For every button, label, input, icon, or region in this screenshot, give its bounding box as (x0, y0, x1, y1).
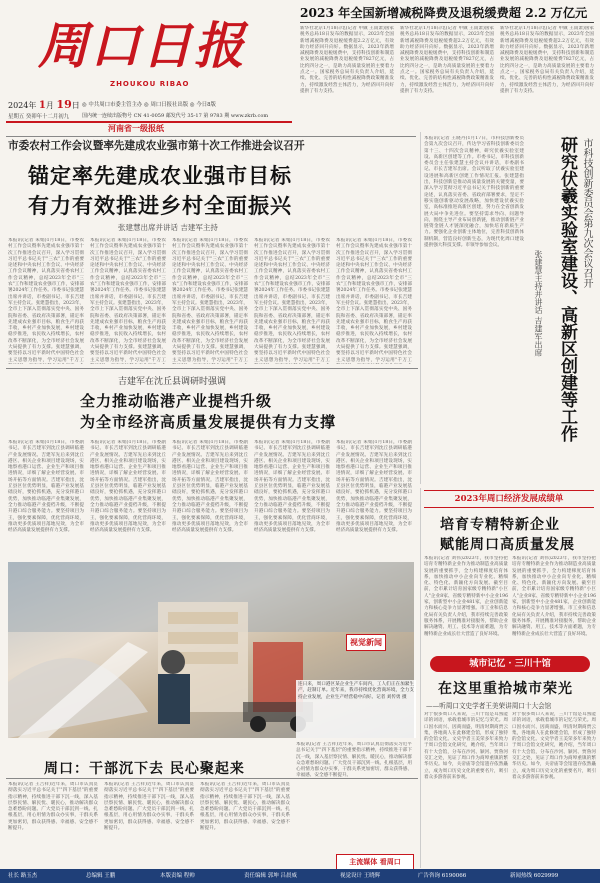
feature-headline-line2: 赋能周口高质量发展 (440, 537, 575, 553)
lead-body-col1: 本报讯(记者 朱娟)1月18日，市委农村工作会议暨率先建成农业强市第十次工作推进会议召开，深入学习贯彻习近平总书记关于"三农"工作的重要论述和中央农村工作会议、中央经济工作会议精神，认真落实省委农村工作会议精神，总结2023年全市"三农"工作和建设农业强市工作，安排部署2024年工作任务。市委书记张建慧出席并讲话，市委副书记、市长吉建军主持会议。张建慧指出，2023年，全市上下深入贯彻落实党中央、国务院和省委、省政府决策部署，锚定率先建成农业强市目标，粮食生产再获丰收，乡村产业加快发展，乡村建设稳步推进，农民收入持续增长，农村改革不断深化，为全市经济社会发展大局提供了有力支撑。张建慧强调，要坚持以习近平新时代中国特色社会主义思想为指导，学习运用"千万工 (8, 238, 84, 363)
second-body-col2: 本报讯(记者 朱娟)1月18日，市委副书记、市长吉建军到沈丘县调研临港产业发展情况。吉建军先后来到沈丘港区、相关企业和项目建设现场，实地察看港口运营、企业生产和项目推进情况，详细了解企业经营发展、市场开拓等方面情况。吉建军指出，沈丘县区位优势明显，临港产业发展基础良好，要抢抓机遇，充分发挥港口优势，加快推动临港产业集聚发展，全力推动临港产业提档升级，不断提升港口综合服务能力。要坚持项目为王，强化要素保障，优化营商环境，推动更多优质项目落地见效，为全市经济高质量发展提供有力支撑。 (90, 440, 166, 534)
city-memory-banner: 城市记忆 · 三川十馆 (430, 656, 590, 672)
right-body-col1: 本报讯(记者 王晓丹)1月17日，市科技创新委员会第九次会议召开，传达学习省科技创新委员会第十三、十四次会议精神，研究伏羲实验室建设、高新区创建等工作。市委书记、市科技创新委员会主任张建慧主持会议并讲话，市委副书记、市长吉建军出席。会议听取了伏羲实验室建设进展和高新区创建工作情况汇报。张建慧指出，科技创新是推动高质量发展的关键变量，要深入学习贯彻习近平总书记关于科技创新的重要论述，认真落实省委、省政府部署要求，坚定不移实施创新驱动发展战略，加快建设伏羲实验室，高标准推进高新区创建，努力在全省创新发展大局中争先进位。要坚持需求导向、问题导向，围绕主导产业布局创新链，推动创新链产业链资金链人才链深度融合，加快培育新质生产力。要强化企业创新主体地位，完善科技创新体制机制，营造良好创新生态，为现代化周口建设提供强大科技支撑。市领导参加会议。 (424, 136, 524, 249)
top-news-body: 新华社北京1月18日电(记者 申铖 王雨萧)国家税务总局18日发布的数据显示，2023年全国新增减税降费及退税缓费超2.2万亿元，有效助力经济回升向好。数据显示，2023年新增减税降费及退税缓费中，支持科技创新和制造业发展的减税降费及退税缓费7827亿元，占比约四分之一，是助力高质量发展的主要着力点之一。国家税务总局有关负责人介绍，延续、优化、完善的结构性减税降费政策精准发力，持续激发经营主体活力，为经济回升向好提供了有力支持。 (300, 26, 394, 94)
bottom-body-col1: 本报讯(记者 王吉祥)近年来，周口市认真贯彻落实习近平总书记关于"四下基层"的重要指示精神，持续推进干部下沉一线，深入基层察民情、解民忧、暖民心，推动解决群众急难愁盼问题。广大党员干部沉到一线、扎根基层，用心用情为群众办实事，干群关系更加密切，群众获得感、幸福感、安全感不断提升。 (8, 782, 98, 832)
lead-body-col5: 本报讯(记者 朱娟)1月18日，市委农村工作会议暨率先建成农业强市第十次工作推进会议召开，深入学习贯彻习近平总书记关于"三农"工作的重要论述和中央农村工作会议、中央经济工作会议精神，认真落实省委农村工作会议精神，总结2023年全市"三农"工作和建设农业强市工作，安排部署2024年工作任务。市委书记张建慧出席并讲话，市委副书记、市长吉建军主持会议。张建慧指出，2023年，全市上下深入贯彻落实党中央、国务院和省委、省政府决策部署，锚定率先建成农业强市目标，粮食生产再获丰收，乡村产业加快发展，乡村建设稳步推进，农民收入持续增长，农村改革不断深化，为全市经济社会发展大局提供了有力支撑。张建慧强调，要坚持以习近平新时代中国特色社会主义思想为指导，学习运用"千万工 (336, 238, 412, 363)
second-body-col4: 本报讯(记者 朱娟)1月18日，市委副书记、市长吉建军到沈丘县调研临港产业发展情况。吉建军先后来到沈丘港区、相关企业和项目建设现场，实地察看港口运营、企业生产和项目推进情况，详细了解企业经营发展、市场开拓等方面情况。吉建军指出，沈丘县区位优势明显，临港产业发展基础良好，要抢抓机遇，充分发挥港口优势，加快推动临港产业集聚发展，全力推动临港产业提档升级，不断提升港口综合服务能力。要坚持项目为王，强化要素保障，优化营商环境，推动更多优质项目落地见效，为全市经济高质量发展提供有力支撑。 (254, 440, 330, 534)
bottom-body-col3: 本报讯(记者 王吉祥)近年来，周口市认真贯彻落实习近平总书记关于"四下基层"的重要指示精神，持续推进干部下沉一线，深入基层察民情、解民忧、暖民心，推动解决群众急难愁盼问题。广大党员干部沉到一线、扎根基层，用心用情为群众办实事，干群关系更加密切，群众获得感、幸福感、安全感不断提升。 (200, 782, 290, 832)
right-headline: 研究伏羲实验室建设、高新区创建等工作 (557, 136, 577, 442)
city-memory-headline: 在这里重拾城市荣光 (438, 681, 573, 697)
footer-item-4: 视觉设计 王晓辉 (340, 873, 381, 879)
lead-body-col2: 本报讯(记者 朱娟)1月18日，市委农村工作会议暨率先建成农业强市第十次工作推进会议召开，深入学习贯彻习近平总书记关于"三农"工作的重要论述和中央农村工作会议、中央经济工作会议精神，认真落实省委农村工作会议精神，总结2023年全市"三农"工作和建设农业强市工作，安排部署2024年工作任务。市委书记张建慧出席并讲话，市委副书记、市长吉建军主持会议。张建慧指出，2023年，全市上下深入贯彻落实党中央、国务院和省委、省政府决策部署，锚定率先建成农业强市目标，粮食生产再获丰收，乡村产业加快发展，乡村建设稳步推进，农民收入持续增长，农村改革不断深化，为全市经济社会发展大局提供了有力支撑。张建慧强调，要坚持以习近平新时代中国特色社会主义思想为指导，学习运用"千万工 (90, 238, 166, 363)
lead-headline-line1: 锚定率先建成农业强市目标 (28, 164, 292, 188)
city-memory-body-col2: 对于很多周口人来说，三川十馆是耳熟能详的词语，承载着城市的记忆与荣光。周口因水而兴、因商而盛，明清时期商贾云集，各地商人在此修建会馆，形成了独特的会馆文化。文史学者王美荣多年来致力于周口会馆文化研究，她介绍，当年周口有十大会馆，分布在沙河、颍河、贾鲁河交汇之处，见证了周口作为商埠重镇的繁华历史。如今，关帝庙等会馆遗存依然矗立，成为周口历史文化的重要名片，吸引着众多游客前来参观。 (512, 712, 596, 780)
masthead-logo: 周口日报 (38, 16, 246, 75)
second-headline-line2: 为全市经济高质量发展提供有力支撑 (80, 413, 337, 431)
masthead-weekday: 星期五 癸卯年十二月初九 (8, 114, 70, 120)
feature-headline-line1: 培育专精特新企业 (440, 517, 560, 533)
second-headline-line1: 全力推动临港产业提档升级 (80, 392, 273, 410)
second-body-col3: 本报讯(记者 朱娟)1月18日，市委副书记、市长吉建军到沈丘县调研临港产业发展情况。吉建军先后来到沈丘港区、相关企业和项目建设现场，实地察看港口运营、企业生产和项目推进情况，详细了解企业经营发展、市场开拓等方面情况。吉建军指出，沈丘县区位优势明显，临港产业发展基础良好，要抢抓机遇，充分发挥港口优势，加快推动临港产业集聚发展，全力推动临港产业提档升级，不断提升港口综合服务能力。要坚持项目为王，强化要素保障，优化营商环境，推动更多优质项目落地见效，为全市经济高质量发展提供有力支撑。 (172, 440, 248, 534)
bottom-body-col4: 本报讯(记者 王吉祥)近年来，周口市认真贯彻落实习近平总书记关于"四下基层"的重要指示精神，持续推进干部下沉一线，深入基层察民情、解民忧、暖民心，推动解决群众急难愁盼问题。广大党员干部沉到一线、扎根基层，用心用情为群众办实事，干群关系更加密切，群众获得感、幸福感、安全感不断提升。 (296, 742, 412, 779)
photo-caption: 连日来，周口港区某企业生产车间内，工人们正在加紧生产，赶制订单。近年来，我市持续优化营商环境，全力支持企业发展，企业生产经营稳中向好。记者 刘传勇 摄 (296, 680, 416, 738)
lead-kicker: 市委农村工作会议暨率先建成农业强市第十次工作推进会议召开 (8, 140, 305, 152)
second-kicker: 吉建军在沈丘县调研时强调 (118, 377, 227, 387)
bottom-headline: 周口：干部沉下去 民心聚起来 (44, 761, 245, 777)
lead-byline: 张建慧出席并讲话 吉建军主持 (118, 223, 218, 232)
lead-body-col4: 本报讯(记者 朱娟)1月18日，市委农村工作会议暨率先建成农业强市第十次工作推进会议召开，深入学习贯彻习近平总书记关于"三农"工作的重要论述和中央农村工作会议、中央经济工作会议精神，认真落实省委农村工作会议精神，总结2023年全市"三农"工作和建设农业强市工作，安排部署2024年工作任务。市委书记张建慧出席并讲话，市委副书记、市长吉建军主持会议。张建慧指出，2023年，全市上下深入贯彻落实党中央、国务院和省委、省政府决策部署，锚定率先建成农业强市目标，粮食生产再获丰收，乡村产业加快发展，乡村建设稳步推进，农民收入持续增长，农村改革不断深化，为全市经济社会发展大局提供了有力支撑。张建慧强调，要坚持以习近平新时代中国特色社会主义思想为指导，学习运用"千万工 (254, 238, 330, 363)
footer-item-5: 广告咨询 6190066 (418, 873, 467, 879)
masthead-dateline: 2024年 1月 19日 (8, 98, 80, 111)
second-body-col1: 本报讯(记者 朱娟)1月18日，市委副书记、市长吉建军到沈丘县调研临港产业发展情况。吉建军先后来到沈丘港区、相关企业和项目建设现场，实地察看港口运营、企业生产和项目推进情况，详细了解企业经营发展、市场开拓等方面情况。吉建军指出，沈丘县区位优势明显，临港产业发展基础良好，要抢抓机遇，充分发挥港口优势，加快推动临港产业集聚发展，全力推动临港产业提档升级，不断提升港口综合服务能力。要坚持项目为王，强化要素保障，优化营商环境，推动更多优质项目落地见效，为全市经济高质量发展提供有力支撑。 (8, 440, 84, 534)
lead-body-col3: 本报讯(记者 朱娟)1月18日，市委农村工作会议暨率先建成农业强市第十次工作推进会议召开，深入学习贯彻习近平总书记关于"三农"工作的重要论述和中央农村工作会议、中央经济工作会议精神，认真落实省委农村工作会议精神，总结2023年全市"三农"工作和建设农业强市工作，安排部署2024年工作任务。市委书记张建慧出席并讲话，市委副书记、市长吉建军主持会议。张建慧指出，2023年，全市上下深入贯彻落实党中央、国务院和省委、省政府决策部署，锚定率先建成农业强市目标，粮食生产再获丰收，乡村产业加快发展，乡村建设稳步推进，农民收入持续增长，农村改革不断深化，为全市经济社会发展大局提供了有力支撑。张建慧强调，要坚持以习近平新时代中国特色社会主义思想为指导，学习运用"千万工 (172, 238, 248, 363)
masthead-pinyin: ZHOUKOU RIBAO (110, 80, 190, 88)
footer-item-0: 社长 路玉杰 (8, 873, 38, 879)
footer-item-1: 总编辑 王鹏 (86, 873, 116, 879)
masthead-badge: 河南省一级报纸 (108, 123, 164, 133)
top-news-headline: 2023 年全国新增减税降费及退税缓费超 2.2 万亿元 (300, 6, 588, 20)
top-news-body-2: 新华社北京1月18日电(记者 申铖 王雨萧)国家税务总局18日发布的数据显示，2023年全国新增减税降费及退税缓费超2.2万亿元，有效助力经济回升向好。数据显示，2023年新增减税降费及退税缓费中，支持科技创新和制造业发展的减税降费及退税缓费7827亿元，占比约四分之一，是助力高质量发展的主要着力点之一。国家税务总局有关负责人介绍，延续、优化、完善的结构性减税降费政策精准发力，持续激发经营主体活力，为经济回升向好提供了有力支持。 (400, 26, 494, 94)
footer-item-6: 新闻热线 6029999 (510, 873, 559, 879)
city-memory-subhead: ——听周口文史学者王美荣讲周口十大会馆 (426, 702, 552, 710)
right-headline-kicker: 市科技创新委员会第九次会议召开 (581, 138, 592, 288)
media-stamp: 主流媒体 看周口 (336, 854, 414, 870)
footer-item-3: 责任编辑 郭坤 吕晨威 (244, 873, 297, 879)
second-body-col5: 本报讯(记者 朱娟)1月18日，市委副书记、市长吉建军到沈丘县调研临港产业发展情况。吉建军先后来到沈丘港区、相关企业和项目建设现场，实地察看港口运营、企业生产和项目推进情况，详细了解企业经营发展、市场开拓等方面情况。吉建军指出，沈丘县区位优势明显，临港产业发展基础良好，要抢抓机遇，充分发挥港口优势，加快推动临港产业集聚发展，全力推动临港产业提档升级，不断提升港口综合服务能力。要坚持项目为王，强化要素保障，优化营商环境，推动更多优质项目落地见效，为全市经济高质量发展提供有力支撑。 (336, 440, 412, 534)
section-banner: 2023年周口经济发展成绩单 (424, 490, 594, 508)
top-news-body-3: 新华社北京1月18日电(记者 申铖 王雨萧)国家税务总局18日发布的数据显示，2023年全国新增减税降费及退税缓费超2.2万亿元，有效助力经济回升向好。数据显示，2023年新增减税降费及退税缓费中，支持科技创新和制造业发展的减税降费及退税缓费7827亿元，占比约四分之一，是助力高质量发展的主要着力点之一。国家税务总局有关负责人介绍，延续、优化、完善的结构性减税降费政策精准发力，持续激发经营主体活力，为经济回升向好提供了有力支持。 (500, 26, 594, 94)
photo-stamp: 视觉新闻 (346, 634, 386, 651)
right-byline: 张建慧主持并讲话 吉建军出席 (534, 250, 543, 357)
bottom-body-col2: 本报讯(记者 王吉祥)近年来，周口市认真贯彻落实习近平总书记关于"四下基层"的重要指示精神，持续推进干部下沉一线，深入基层察民情、解民忧、暖民心，推动解决群众急难愁盼问题。广大党员干部沉到一线、扎根基层，用心用情为群众办实事，干群关系更加密切，群众获得感、幸福感、安全感不断提升。 (104, 782, 194, 832)
feature-body-col2: 本报讯(记者 刘伟)2023年，我市坚持把培育专精特新企业作为推动制造业高质量发展的重要抓手，全力构建梯度培育体系，加快推动中小企业向专业化、精细化、特色化、新颖化方向发展。截至目前，全市累计培育国家级专精特新"小巨人"企业8家、省级专精特新中小企业196家，创新型中小企业481家，企业创新能力和核心竞争力显著增强。市工业和信息化局有关负责人介绍，我市持续完善政策服务体系，开展精准对接服务，帮助企业解决融资、用工、技术等方面难题，为专精特新企业成长壮大营造了良好环境。 (512, 556, 596, 637)
masthead-publisher: ◎ 中共周口市委主管主办 ◎ 周口日报社出版 ◎ 今日8版 (82, 102, 216, 108)
masthead-issue: 国内统一连续出版物号 CN 41-0059 邮发代号 35-17 第 9783 期 www.zkrb.com (82, 113, 269, 119)
footer-bar (0, 869, 600, 883)
feature-body-col1: 本报讯(记者 刘伟)2023年，我市坚持把培育专精特新企业作为推动制造业高质量发展的重要抓手，全力构建梯度培育体系，加快推动中小企业向专业化、精细化、特色化、新颖化方向发展。截至目前，全市累计培育国家级专精特新"小巨人"企业8家、省级专精特新中小企业196家，创新型中小企业481家，企业创新能力和核心竞争力显著增强。市工业和信息化局有关负责人介绍，我市持续完善政策服务体系，开展精准对接服务，帮助企业解决融资、用工、技术等方面难题，为专精特新企业成长壮大营造了良好环境。 (424, 556, 508, 637)
footer-item-2: 本版责编 程帅 (160, 873, 195, 879)
city-memory-body-col1: 对于很多周口人来说，三川十馆是耳熟能详的词语，承载着城市的记忆与荣光。周口因水而兴、因商而盛，明清时期商贾云集，各地商人在此修建会馆，形成了独特的会馆文化。文史学者王美荣多年来致力于周口会馆文化研究，她介绍，当年周口有十大会馆，分布在沙河、颍河、贾鲁河交汇之处，见证了周口作为商埠重镇的繁华历史。如今，关帝庙等会馆遗存依然矗立，成为周口历史文化的重要名片，吸引着众多游客前来参观。 (424, 712, 508, 780)
lead-headline-line2: 有力有效推进乡村全面振兴 (28, 194, 292, 218)
